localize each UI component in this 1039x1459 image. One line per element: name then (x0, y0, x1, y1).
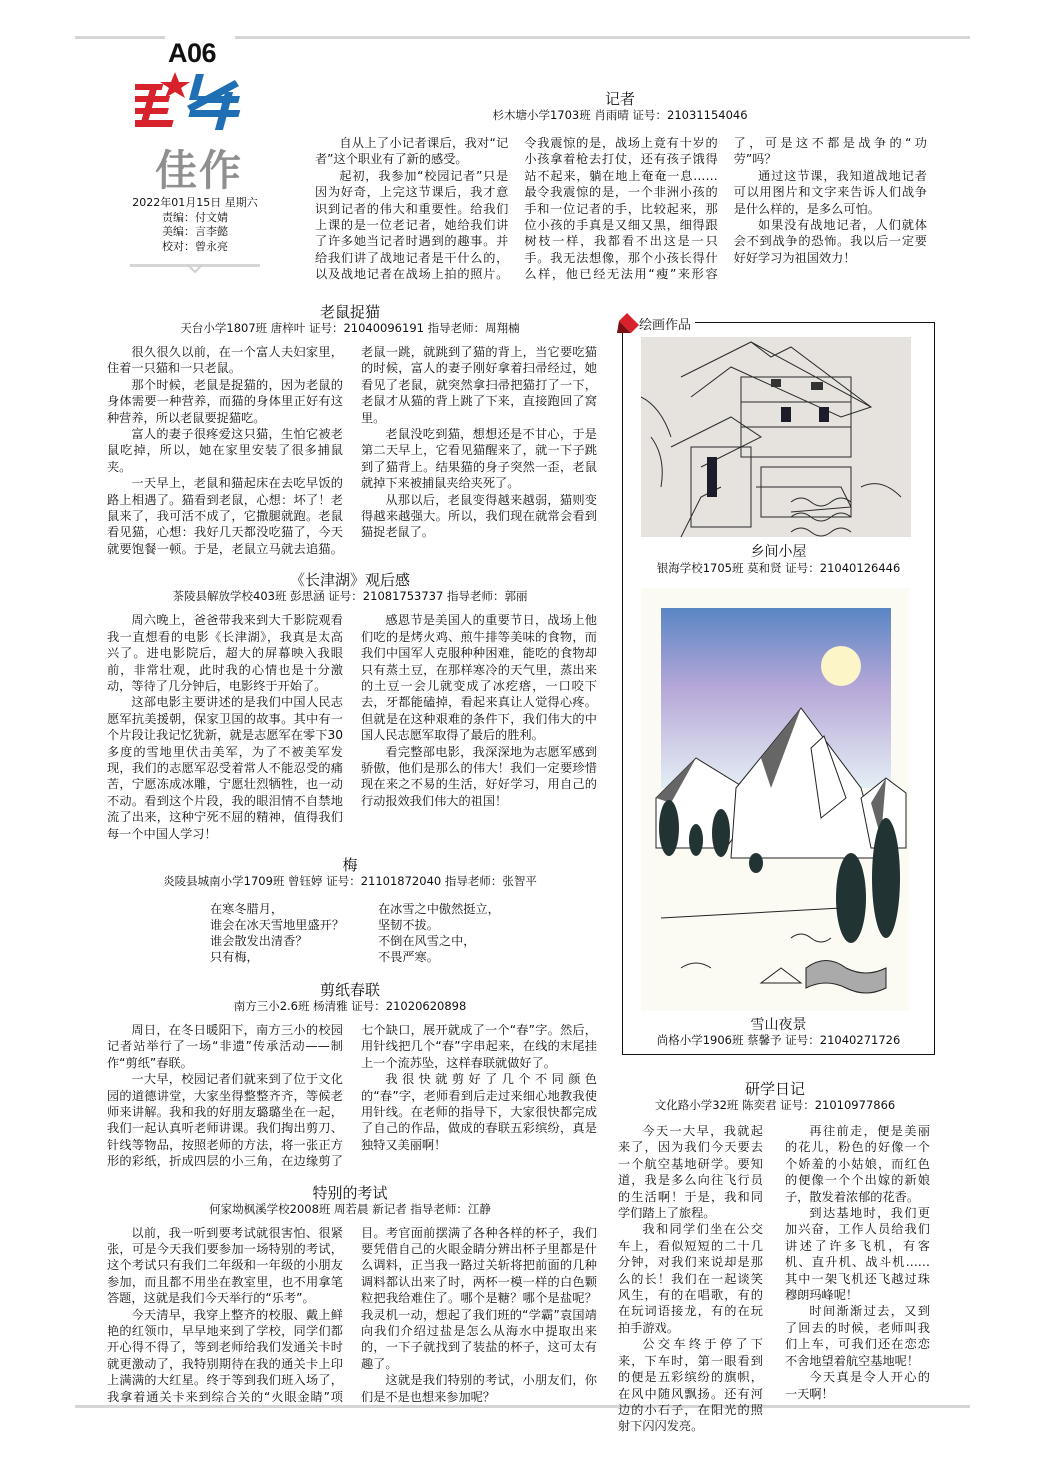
poem-line: 坚韧不拔。 (378, 917, 439, 932)
designer: 美编：言李懿 (162, 225, 228, 238)
article-byline: 文化路小学32班 陈奕君 证号：21010977866 (654, 1098, 896, 1112)
article-paragraph: 一大早，校园记者们就来到了位于文化园的道德讲堂，大家坐得整整齐齐，等候老师来讲解。我和我的好朋友璐璐坐在一起，我们一起认真听老师讲课。我们掏出剪刀、针线等物品，按照老师的方法，将一张正方形的彩纸，折成四层的小三角，在边缘剪了七个缺口，展开就成了一个“春”字。然后，用针线把几个“春”字串起来，在线的末尾挂上一个流苏坠，这样春联就做好了。 (107, 1022, 597, 1169)
poem-line: 只有梅， (210, 949, 259, 964)
editor: 责编：付文婧 (162, 210, 228, 224)
article-plum (100, 856, 600, 967)
article-byline: 茶陵县解放学校403班 彭思涵 证号：21081753737 指导老师：郭丽 (172, 589, 528, 604)
article-body (315, 135, 927, 283)
article-paragraph: 这就是我们特别的考试，小朋友们，你们是不是也想来参加呢？ (361, 1373, 597, 1404)
issue-date: 2022年01月15日 星期六 (132, 196, 258, 209)
article-paragraph: 我和同学们坐在公交车上，看似短短的二十几分钟，对我们来说却是那么的长！我们在一起谈笑风生，有的在唱歌，有的在玩词语接龙，有的在玩拍手游戏。 (618, 1222, 763, 1335)
article-title: 老鼠捉猫 (319, 303, 380, 321)
painting-village-house (641, 337, 911, 537)
article-paragraph: 公交车终于停了下来，下车时，第一眼看到的便是五彩缤纷的旗帜，在风中随风飘扬。还有河边的小石子，在阳光的照射下闪闪发亮。 (618, 1337, 763, 1434)
article-title: 剪纸春联 (319, 980, 380, 999)
article-body (107, 1022, 597, 1170)
article-paragraph: 今天清早，我穿上整齐的校服、戴上鲜艳的红领巾，早早地来到了学校，同学们都开心得不得了，等到老师给我们发通关卡时就更激动了，我特别期待在我的通关卡上印上满满的大红星。终于等到我们班入场了，我拿着通关卡来到综合关的“火眼金睛”项目。考官面前摆满了各种各样的杯子，我们要凭借自己的火眼金睛分辨出杯子里都是什么调料，正当我一路过关斩将把前面的几种调料都认出来了时，两杯一模一样的白色颗粒把我给难住了。哪个是糖？哪个是盐呢？我灵机一动，想起了我们班的“学霸”袁国靖向我们介绍过盐是怎么从海水中提取出来的，一下子就找到了装盐的杯子，这可太有趣了。 (107, 1225, 597, 1404)
article-paragraph: 今天真是令人开心的一天啊！ (785, 1370, 930, 1401)
article-paragraph: 这部电影主要讲述的是我们中国人民志愿军抗美援朝，保家卫国的故事。其中有一个片段让我记忆犹新，就是志愿军在零下30多度的雪地里伏击美军，为了不被美军发现，我们的志愿军忍受着常人不能忍受的痛苦，宁愿冻成冰雕，宁愿壮烈牺牲，也一动不动。看到这个片段，我的眼泪情不自禁地流了出来，这种宁死不屈的精神，值得我们每一个中国人学习！ (107, 695, 343, 841)
article-body (618, 1123, 930, 1435)
article-byline: 天台小学1807班 唐梓叶 证号：21040096191 指导老师：周翔楠 (180, 321, 520, 335)
article-paragraph: 到达基地时，我们更加兴奋，工作人员给我们讲述了许多飞机，有客机、直升机、战斗机……其中一架飞机还飞越过珠穆朗玛峰呢！ (785, 1206, 930, 1303)
paintings-label-text: 绘画作品 (639, 317, 692, 333)
article-body (107, 344, 597, 557)
article-title: 特别的考试 (312, 1183, 388, 1202)
article-title: 《长津湖》观后感 (289, 571, 410, 590)
article-paragraph: 如果没有战地记者，人们就体会不到战争的恐怖。我以后一定要好好学习为祖国效力！ (733, 218, 927, 265)
article-paragraph: 周六晚上，爸爸带我来到大千影院观看我一直想看的电影《长津湖》，我真是太高兴了。进电影院后，超大的屏幕映入我眼前，非常壮观，此时我的心情也是十分激动，等待了几分钟后，电影终于开始了。 (107, 613, 343, 693)
article-paragraph: 以前，我一听到要考试就很害怕、很紧张，可是今天我们要参加一场特别的考试，这个考试只有我们二年级和一年级的小朋友参加，而且都不用坐在教室里，也不用拿笔答题，这就是我们今天举行的“乐考”。 (107, 1225, 343, 1306)
poem-left-stanza (210, 901, 344, 965)
article-changjin-lake (100, 571, 600, 842)
logo (135, 70, 255, 132)
article-paragraph: 一天早上，老鼠和猫起床在去吃早饭的路上相遇了。猫看到老鼠，心想：坏了！老鼠来了，我可活不成了，它撒腿就跑。老鼠看见猫，心想：我好几天都没吃猫了，今天就要饱餐一顿。于是，老鼠立马就去追猫。老鼠一跳，就跳到了猫的背上，当它要吃猫的时候，富人的妻子刚好拿着扫帚经过，她看见了老鼠，就突然拿扫帚把猫打了一下，老鼠才从猫的背上跳了下来，直接跑回了窝里。 (107, 345, 597, 556)
painting-title: 乡间小屋 (750, 544, 807, 560)
article-paragraph: 通过这节课，我知道战地记者可以用图片和文字来告诉人们战争是什么样的，是多么可怕。 (733, 168, 927, 216)
article-study-diary (610, 1080, 940, 1435)
article-special-exam (100, 1184, 600, 1405)
article-paragraph: 很久很久以前，在一个富人夫妇家里，住着一只猫和一只老鼠。 (107, 345, 343, 376)
article-paragraph: 周日，在冬日暖阳下，南方三小的校园记者站举行了一场“非遗”传承活动——制作“剪纸”春联。 (107, 1022, 343, 1070)
article-paragraph: 再往前走，便是美丽的花儿，粉色的好像一个个娇羞的小姑娘，而红色的便像一个个出嫁的新娘子，散发着浓郁的花香。 (785, 1124, 930, 1204)
article-body (107, 1225, 597, 1405)
article-reporter (310, 90, 930, 283)
article-title: 记者 (604, 90, 635, 108)
paintings-label (617, 313, 695, 333)
poem (100, 901, 600, 967)
article-paragraph: 老鼠没吃到猫，想想还是不甘心，于是第二天早上，它看见猫醒来了，就一下子跳到了猫背上。结果猫的身子突然一歪，老鼠就掉下来被捕鼠夹给夹死了。 (361, 427, 597, 491)
article-paragraph: 自从上了小记者课后，我对“记者”这个职业有了新的感受。 (315, 136, 509, 167)
pencil-icon (617, 313, 639, 333)
article-byline: 炎陵县城南小学1709班 曾钰婷 证号：21101872040 指导老师：张智平 (163, 873, 537, 888)
page-number: A06 (168, 38, 217, 68)
article-body (107, 612, 597, 842)
poem-line: 在冰雪之中傲然挺立， (378, 901, 500, 916)
article-paragraph: 从那以后，老鼠变得越来越弱，猫则变得越来越强大。所以，我们现在就常会看到猫捉老鼠了。 (361, 492, 597, 540)
chevron-down-icon (187, 264, 203, 274)
poem-right-stanza (378, 901, 500, 965)
article-byline: 南方三小2.6班 杨清雅 证号：21020620898 (233, 998, 467, 1013)
article-title: 研学日记 (744, 1080, 805, 1098)
article-title: 梅 (342, 855, 358, 874)
article-paragraph: 富人的妻子很疼爱这只猫，生怕它被老鼠吃掉，所以，她在家里安装了很多捕鼠夹。 (107, 427, 343, 474)
poem-line: 谁会在冰天雪地里盛开？ (210, 917, 345, 932)
proofreader: 校对：曾永亮 (162, 239, 228, 253)
article-paragraph: 看完整部电影，我深深地为志愿军感到骄傲，他们是那么的伟大！我们一定要珍惜现在来之不易的生活，好好学习，用自己的行动报效我们伟大的祖国！ (361, 744, 597, 808)
article-paragraph: 我很快就剪好了几个不同颜色的“春”字，老师看到后走过来细心地教我使用针线。在老师的指导下，大家很快都完成了自己的作品，做成的春联五彩缤纷，真是独特又美丽啊！ (361, 1072, 597, 1152)
painting-title: 雪山夜景 (750, 1017, 807, 1033)
article-paragraph: 那个时候，老鼠是捉猫的，因为老鼠的身体需要一种营养，而猫的身体里正好有这种营养，所以老鼠要捉猫吃。 (107, 377, 343, 425)
article-byline: 杉木塘小学1703班 肖雨晴 证号：21031154046 (492, 108, 748, 122)
painting-snow-mountain-night (641, 588, 909, 1011)
top-rule-left (75, 36, 165, 39)
article-paper-cut (100, 981, 600, 1170)
article-paragraph: 起初，我参加“校园记者”只是因为好奇，上完这节课后，我才意识到记者的伟大和重要性。给我们上课的是一位老记者，她给我们讲了许多她当记者时遇到的趣事。并给我们讲了战地记者是干什么的，以及战地记者在战场上拍的照片。令我震惊的是，战场上竟有十岁的小孩拿着枪去打仗，还有孩子饿得站不起来，躺在地上奄奄一息……最令我震惊的是，一个非洲小孩的手和一位记者的手，比较起来，那位小孩的手真是又细又黑，细得跟树枝一样，我都看不出这是一只手。我无法想像，那个小孩长得什么样，他已经无法用“瘦”来形容了，可是这不都是战争的“功劳”吗？ (315, 136, 927, 282)
poem-line: 不倒在风雪之中， (378, 933, 476, 948)
poem-line: 在寒冬腊月， (210, 901, 284, 916)
poem-line: 谁会散发出清香？ (210, 933, 308, 948)
article-mouse-cat (100, 303, 600, 557)
painting-byline: 银海学校1705班 莫和贤 证号：21040126446 (656, 561, 901, 575)
xingshaonian-logo-icon (135, 70, 255, 132)
poem-line: 不畏严寒。 (378, 949, 439, 964)
article-paragraph: 时间渐渐过去，又到了回去的时候，老师叫我们上车，可我们还在恋恋不舍地望着航空基地呢！ (785, 1304, 930, 1368)
top-rule-right (235, 36, 970, 39)
article-paragraph: 感恩节是美国人的重要节日，战场上他们吃的是烤火鸡、煎牛排等美味的食物，而我们中国军人克服种种困难，能吃的食物却只有蒸土豆，在那样寒冷的天气里，蒸出来的土豆一会儿就变成了冰疙瘩，一口咬下去，牙都能磕掉，看起来真让人觉得心疼。但就是在这种艰难的条件下，我们伟大的中国人民志愿军取得了最后的胜利。 (361, 613, 597, 743)
article-byline: 何家坳枫溪学校2008班 周若晨 新记者 指导老师：江静 (209, 1201, 491, 1216)
painting-byline: 尚格小学1906班 蔡馨予 证号：21040271726 (656, 1033, 901, 1047)
section-name: 佳作 (155, 146, 244, 195)
article-paragraph: 今天一大早，我就起来了，因为我们今天要去一个航空基地研学。要知道，我是多么向往飞行员的生活啊！于是，我和同学们踏上了旅程。 (618, 1124, 763, 1221)
left-column (100, 303, 600, 1419)
issue-meta (120, 196, 270, 254)
